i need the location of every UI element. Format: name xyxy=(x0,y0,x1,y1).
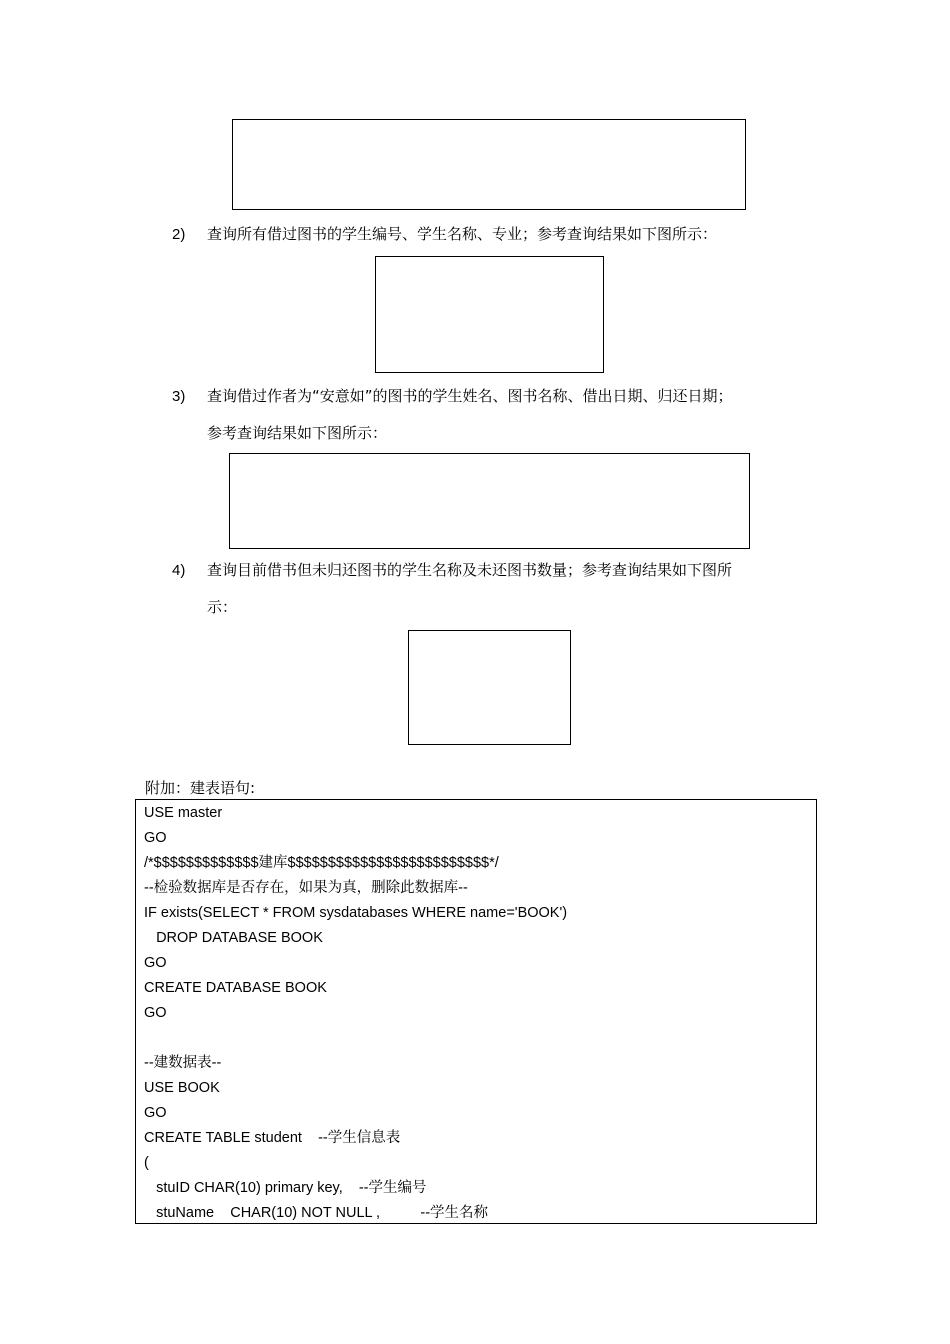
code-line: IF exists(SELECT * FROM sysdatabases WHERE name='BOOK') xyxy=(144,905,568,921)
query-result-image-4 xyxy=(408,630,571,745)
code-line: CREATE TABLE student --学生信息表 xyxy=(144,1130,401,1146)
code-line: CREATE DATABASE BOOK xyxy=(144,980,327,996)
appendix-title: 附加：建表语句: xyxy=(145,779,256,797)
query-result-image-3 xyxy=(229,453,750,549)
code-line: ( xyxy=(144,1155,149,1171)
item-text-3-line-1: 查询借过作者为“安意如”的图书的学生姓名、图书名称、借出日期、归还日期； xyxy=(207,387,733,405)
create-table-code-block xyxy=(135,799,817,1224)
code-line: USE master xyxy=(144,805,223,821)
code-line: DROP DATABASE BOOK xyxy=(144,930,323,946)
code-line: --检验数据库是否存在，如果为真，删除此数据库-- xyxy=(144,880,468,896)
code-line: stuName CHAR(10) NOT NULL , --学生名称 xyxy=(144,1205,489,1221)
item-text-4-line-2: 示： xyxy=(207,598,238,616)
query-result-image-2 xyxy=(375,256,604,373)
item-number-2: 2) xyxy=(172,226,186,243)
code-line: GO xyxy=(144,830,167,846)
code-line: GO xyxy=(144,1005,167,1021)
item-text-4-line-1: 查询目前借书但未归还图书的学生名称及未还图书数量；参考查询结果如下图所 xyxy=(207,561,733,579)
code-line: GO xyxy=(144,955,167,971)
code-line: GO xyxy=(144,1105,167,1121)
item-text-2: 查询所有借过图书的学生编号、学生名称、专业；参考查询结果如下图所示： xyxy=(207,225,718,243)
item-number-4: 4) xyxy=(172,562,186,579)
code-line: USE BOOK xyxy=(144,1080,220,1096)
item-text-3-line-2: 参考查询结果如下图所示： xyxy=(207,424,388,442)
code-line: --建数据表-- xyxy=(144,1055,222,1071)
query-result-image-1 xyxy=(232,119,746,210)
code-line: /*$$$$$$$$$$$$$建库$$$$$$$$$$$$$$$$$$$$$$$$$*/ xyxy=(144,855,499,871)
code-line: stuID CHAR(10) primary key, --学生编号 xyxy=(144,1180,427,1196)
item-number-3: 3) xyxy=(172,388,186,405)
